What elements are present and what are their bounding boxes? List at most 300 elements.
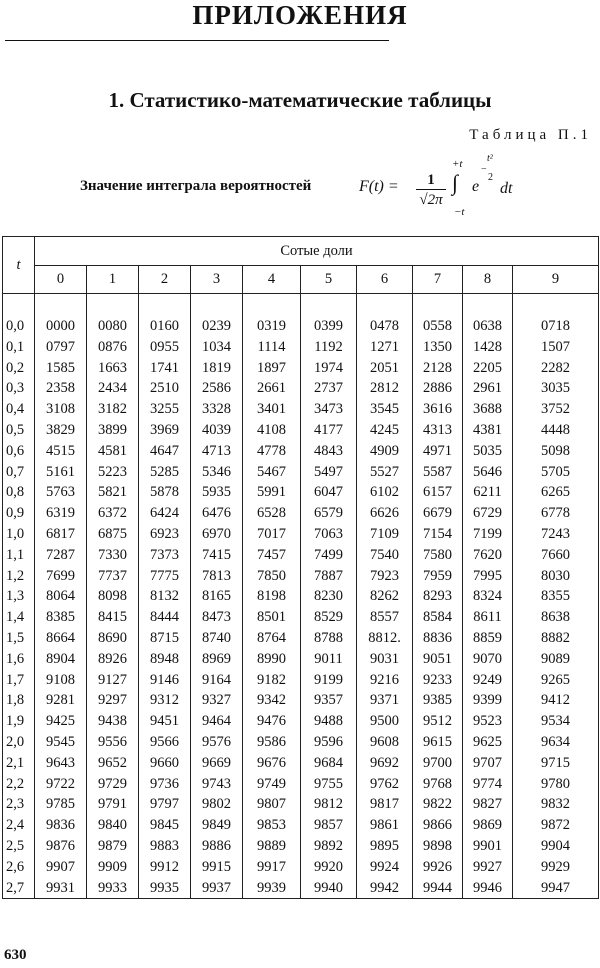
t-value-cell: 2,5 <box>3 836 35 857</box>
section-title: 1. Статистико-математические таблицы <box>108 88 492 112</box>
table-cell: 9700 <box>413 753 463 774</box>
table-cell: 7243 <box>513 524 599 545</box>
t-value-cell: 1,9 <box>3 711 35 732</box>
table-cell: 5035 <box>463 441 513 462</box>
table-cell: 9281 <box>35 690 87 711</box>
table-row <box>3 566 599 587</box>
table-cell: 8638 <box>513 607 599 628</box>
table-cell: 9357 <box>301 690 357 711</box>
table-cell: 9011 <box>301 649 357 670</box>
spacer-cell <box>243 294 301 317</box>
column-header: 3 <box>191 266 243 294</box>
table-cell: 8529 <box>301 607 357 628</box>
table-body <box>3 316 599 899</box>
table-cell: 7109 <box>357 524 413 545</box>
table-row <box>3 524 599 545</box>
spacer-cell <box>463 294 513 317</box>
table-cell: 8415 <box>87 607 139 628</box>
table-cell: 6875 <box>87 524 139 545</box>
table-cell: 9643 <box>35 753 87 774</box>
t-value-cell: 2,2 <box>3 774 35 795</box>
table-cell: 3969 <box>139 420 191 441</box>
table-cell: 9488 <box>301 711 357 732</box>
table-cell: 9942 <box>357 878 413 899</box>
table-cell: 9608 <box>357 732 413 753</box>
table-cell: 7330 <box>87 545 139 566</box>
t-value-cell: 2,6 <box>3 857 35 878</box>
table-cell: 0160 <box>139 316 191 337</box>
spacer-cell <box>191 294 243 317</box>
table-cell: 3545 <box>357 399 413 420</box>
table-row <box>3 462 599 483</box>
table-row <box>3 378 599 399</box>
table-cell: 9937 <box>191 878 243 899</box>
table-cell: 8501 <box>243 607 301 628</box>
table-cell: 6679 <box>413 503 463 524</box>
table-cell: 9780 <box>513 774 599 795</box>
table-cell: 6047 <box>301 482 357 503</box>
table-cell: 2586 <box>191 378 243 399</box>
table-cell: 9883 <box>139 836 191 857</box>
table-cell: 9464 <box>191 711 243 732</box>
table-cell: 3328 <box>191 399 243 420</box>
spacer-cell <box>139 294 191 317</box>
table-cell: 8098 <box>87 586 139 607</box>
table-cell: 9476 <box>243 711 301 732</box>
table-cell: 0319 <box>243 316 301 337</box>
table-cell: 7850 <box>243 566 301 587</box>
table-cell: 9912 <box>139 857 191 878</box>
table-cell: 9802 <box>191 794 243 815</box>
table-cell: 9534 <box>513 711 599 732</box>
table-row <box>3 586 599 607</box>
table-row <box>3 399 599 420</box>
column-header-row <box>3 266 599 294</box>
table-cell: 7660 <box>513 545 599 566</box>
table-cell: 3035 <box>513 378 599 399</box>
table-cell: 4778 <box>243 441 301 462</box>
table-cell: 3616 <box>413 399 463 420</box>
table-cell: 9933 <box>87 878 139 899</box>
table-cell: 6476 <box>191 503 243 524</box>
table-cell: 8262 <box>357 586 413 607</box>
t-value-cell: 1,2 <box>3 566 35 587</box>
table-cell: 2661 <box>243 378 301 399</box>
table-cell: 9669 <box>191 753 243 774</box>
table-cell: 8444 <box>139 607 191 628</box>
table-cell: 9898 <box>413 836 463 857</box>
table-cell: 3829 <box>35 420 87 441</box>
table-row <box>3 337 599 358</box>
table-cell: 9797 <box>139 794 191 815</box>
table-cell: 9545 <box>35 732 87 753</box>
table-cell: 6265 <box>513 482 599 503</box>
table-cell: 1974 <box>301 358 357 379</box>
exponent-denominator: 2 <box>488 172 493 183</box>
table-cell: 9927 <box>463 857 513 878</box>
table-cell: 2128 <box>413 358 463 379</box>
table-cell: 7580 <box>413 545 463 566</box>
t-value-cell: 1,4 <box>3 607 35 628</box>
table-cell: 9108 <box>35 670 87 691</box>
table-cell: 9249 <box>463 670 513 691</box>
table-row <box>3 482 599 503</box>
column-header: 2 <box>139 266 191 294</box>
table-cell: 9832 <box>513 794 599 815</box>
table-cell: 4177 <box>301 420 357 441</box>
table-cell: 9729 <box>87 774 139 795</box>
t-value-cell: 1,8 <box>3 690 35 711</box>
table-cell: 9822 <box>413 794 463 815</box>
table-cell: 2812 <box>357 378 413 399</box>
table-cell: 7017 <box>243 524 301 545</box>
formula-lhs: F(t) = <box>359 178 399 195</box>
spacer-row <box>3 294 599 317</box>
t-value-cell: 2,4 <box>3 815 35 836</box>
table-cell: 5705 <box>513 462 599 483</box>
t-value-cell: 1,1 <box>3 545 35 566</box>
column-header: 7 <box>413 266 463 294</box>
table-row <box>3 607 599 628</box>
table-cell: 8355 <box>513 586 599 607</box>
table-cell: 4381 <box>463 420 513 441</box>
table-row <box>3 836 599 857</box>
table-cell: 9845 <box>139 815 191 836</box>
table-cell: 6626 <box>357 503 413 524</box>
table-cell: 4909 <box>357 441 413 462</box>
spacer-cell <box>301 294 357 317</box>
table-row <box>3 878 599 899</box>
table-cell: 9944 <box>413 878 463 899</box>
table-cell: 9399 <box>463 690 513 711</box>
table-cell: 7287 <box>35 545 87 566</box>
table-cell: 7959 <box>413 566 463 587</box>
table-row <box>3 711 599 732</box>
table-cell: 9931 <box>35 878 87 899</box>
table-cell: 9940 <box>301 878 357 899</box>
table-cell: 0000 <box>35 316 87 337</box>
table-cell: 9924 <box>357 857 413 878</box>
table-cell: 9556 <box>87 732 139 753</box>
table-cell: 9327 <box>191 690 243 711</box>
table-cell: 4313 <box>413 420 463 441</box>
table-row <box>3 545 599 566</box>
table-cell: 9872 <box>513 815 599 836</box>
table-cell: 2510 <box>139 378 191 399</box>
table-cell: 9889 <box>243 836 301 857</box>
table-cell: 9785 <box>35 794 87 815</box>
differential: dt <box>500 180 513 197</box>
table-cell: 7154 <box>413 524 463 545</box>
table-cell: 9722 <box>35 774 87 795</box>
table-row <box>3 628 599 649</box>
formula-label: Значение интеграла вероятностей <box>80 178 312 194</box>
integral-lower-limit: −t <box>454 206 465 218</box>
table-cell: 9904 <box>513 836 599 857</box>
table-cell: 7540 <box>357 545 413 566</box>
table-cell: 9736 <box>139 774 191 795</box>
table-cell: 4971 <box>413 441 463 462</box>
table-cell: 9907 <box>35 857 87 878</box>
table-cell: 8611 <box>463 607 513 628</box>
table-cell: 9879 <box>87 836 139 857</box>
table-cell: 3108 <box>35 399 87 420</box>
table-cell: 5285 <box>139 462 191 483</box>
t-column-header: t <box>3 237 35 294</box>
table-cell: 7813 <box>191 566 243 587</box>
table-cell: 9127 <box>87 670 139 691</box>
spacer-cell <box>413 294 463 317</box>
table-cell: 9438 <box>87 711 139 732</box>
table-cell: 7063 <box>301 524 357 545</box>
table-cell: 9762 <box>357 774 413 795</box>
table-cell: 1663 <box>87 358 139 379</box>
table-cell: 5497 <box>301 462 357 483</box>
table-row <box>3 649 599 670</box>
table-cell: 5467 <box>243 462 301 483</box>
table-cell: 1271 <box>357 337 413 358</box>
spacer-cell <box>513 294 599 317</box>
table-cell: 8198 <box>243 586 301 607</box>
table-cell: 7737 <box>87 566 139 587</box>
table-cell: 8584 <box>413 607 463 628</box>
spacer-cell <box>35 294 87 317</box>
table-cell: 9297 <box>87 690 139 711</box>
t-value-cell: 0,2 <box>3 358 35 379</box>
table-cell: 8715 <box>139 628 191 649</box>
table-cell: 9371 <box>357 690 413 711</box>
group-header: Сотые доли <box>35 237 599 266</box>
table-row <box>3 774 599 795</box>
chapter-title: ПРИЛОЖЕНИЯ <box>192 0 408 30</box>
table-cell: 8788 <box>301 628 357 649</box>
t-value-cell: 0,7 <box>3 462 35 483</box>
table-cell: 9749 <box>243 774 301 795</box>
table-cell: 9909 <box>87 857 139 878</box>
table-cell: 8948 <box>139 649 191 670</box>
table-cell: 0558 <box>413 316 463 337</box>
table-cell: 3401 <box>243 399 301 420</box>
table-cell: 4448 <box>513 420 599 441</box>
table-cell: 9929 <box>513 857 599 878</box>
table-cell: 5821 <box>87 482 139 503</box>
table-cell: 9743 <box>191 774 243 795</box>
column-header: 8 <box>463 266 513 294</box>
table-cell: 7499 <box>301 545 357 566</box>
table-cell: 7620 <box>463 545 513 566</box>
table-cell: 9425 <box>35 711 87 732</box>
table-cell: 9926 <box>413 857 463 878</box>
table-cell: 9146 <box>139 670 191 691</box>
exponent-numerator: t² <box>487 153 493 164</box>
table-cell: 9946 <box>463 878 513 899</box>
table-row <box>3 316 599 337</box>
table-cell: 9901 <box>463 836 513 857</box>
table-cell: 9692 <box>357 753 413 774</box>
table-cell: 6817 <box>35 524 87 545</box>
table-cell: 9920 <box>301 857 357 878</box>
table-cell: 4843 <box>301 441 357 462</box>
table-cell: 8557 <box>357 607 413 628</box>
table-cell: 8882 <box>513 628 599 649</box>
table-cell: 9840 <box>87 815 139 836</box>
exponent-minus: − <box>481 164 487 175</box>
table-cell: 9512 <box>413 711 463 732</box>
table-cell: 2737 <box>301 378 357 399</box>
t-value-cell: 0,8 <box>3 482 35 503</box>
table-cell: 7887 <box>301 566 357 587</box>
table-cell: 9385 <box>413 690 463 711</box>
table-cell: 9089 <box>513 649 599 670</box>
table-cell: 8740 <box>191 628 243 649</box>
table-cell: 9500 <box>357 711 413 732</box>
t-value-cell: 0,3 <box>3 378 35 399</box>
table-cell: 8664 <box>35 628 87 649</box>
table-cell: 9915 <box>191 857 243 878</box>
table-cell: 9312 <box>139 690 191 711</box>
table-cell: 6424 <box>139 503 191 524</box>
integral-upper-limit: +t <box>452 158 463 170</box>
table-cell: 9615 <box>413 732 463 753</box>
table-cell: 8324 <box>463 586 513 607</box>
table-cell: 1741 <box>139 358 191 379</box>
table-cell: 6528 <box>243 503 301 524</box>
table-cell: 5991 <box>243 482 301 503</box>
table-cell: 9342 <box>243 690 301 711</box>
spacer-cell <box>87 294 139 317</box>
table-cell: 9892 <box>301 836 357 857</box>
table-cell: 9707 <box>463 753 513 774</box>
table-cell: 5527 <box>357 462 413 483</box>
column-header: 5 <box>301 266 357 294</box>
table-cell: 0876 <box>87 337 139 358</box>
table-cell: 6729 <box>463 503 513 524</box>
table-cell: 9947 <box>513 878 599 899</box>
table-cell: 5346 <box>191 462 243 483</box>
table-cell: 9755 <box>301 774 357 795</box>
table-cell: 5878 <box>139 482 191 503</box>
table-cell: 9216 <box>357 670 413 691</box>
table-cell: 9857 <box>301 815 357 836</box>
table-cell: 6579 <box>301 503 357 524</box>
integral-sign: ∫ <box>452 170 459 195</box>
table-cell: 2205 <box>463 358 513 379</box>
table-cell: 3752 <box>513 399 599 420</box>
table-cell: 9876 <box>35 836 87 857</box>
table-cell: 5161 <box>35 462 87 483</box>
table-cell: 8230 <box>301 586 357 607</box>
title-rule <box>5 40 389 41</box>
table-cell: 1428 <box>463 337 513 358</box>
table-cell: 5763 <box>35 482 87 503</box>
spacer-cell <box>3 294 35 317</box>
t-value-cell: 1,0 <box>3 524 35 545</box>
table-cell: 6372 <box>87 503 139 524</box>
table-cell: 8132 <box>139 586 191 607</box>
table-cell: 1350 <box>413 337 463 358</box>
table-row <box>3 670 599 691</box>
table-cell: 2358 <box>35 378 87 399</box>
table-cell: 8473 <box>191 607 243 628</box>
table-cell: 5646 <box>463 462 513 483</box>
table-cell: 7199 <box>463 524 513 545</box>
t-value-cell: 0,6 <box>3 441 35 462</box>
table-cell: 4515 <box>35 441 87 462</box>
table-cell: 6102 <box>357 482 413 503</box>
table-cell: 8904 <box>35 649 87 670</box>
table-cell: 9412 <box>513 690 599 711</box>
table-cell: 9164 <box>191 670 243 691</box>
table-cell: 6970 <box>191 524 243 545</box>
column-header: 9 <box>513 266 599 294</box>
table-cell: 0080 <box>87 316 139 337</box>
exponent-base: e <box>472 178 480 195</box>
table-cell: 3182 <box>87 399 139 420</box>
table-row <box>3 358 599 379</box>
table-cell: 6211 <box>463 482 513 503</box>
table-cell: 9886 <box>191 836 243 857</box>
table-cell: 9812 <box>301 794 357 815</box>
table-cell: 9849 <box>191 815 243 836</box>
table-cell: 8293 <box>413 586 463 607</box>
table-cell: 7775 <box>139 566 191 587</box>
table-cell: 8990 <box>243 649 301 670</box>
table-cell: 9586 <box>243 732 301 753</box>
table-cell: 9827 <box>463 794 513 815</box>
table-cell: 8030 <box>513 566 599 587</box>
table-cell: 9939 <box>243 878 301 899</box>
table-cell: 2434 <box>87 378 139 399</box>
t-value-cell: 1,7 <box>3 670 35 691</box>
t-value-cell: 1,6 <box>3 649 35 670</box>
column-header: 1 <box>87 266 139 294</box>
table-cell: 7373 <box>139 545 191 566</box>
table-cell: 9031 <box>357 649 413 670</box>
table-cell: 1034 <box>191 337 243 358</box>
spacer-cell <box>357 294 413 317</box>
table-cell: 4108 <box>243 420 301 441</box>
table-cell: 5098 <box>513 441 599 462</box>
t-value-cell: 1,3 <box>3 586 35 607</box>
table-cell: 0718 <box>513 316 599 337</box>
table-cell: 9807 <box>243 794 301 815</box>
table-cell: 9523 <box>463 711 513 732</box>
table-cell: 9051 <box>413 649 463 670</box>
t-value-cell: 0,9 <box>3 503 35 524</box>
fraction-denominator: √2π <box>419 192 443 208</box>
column-header: 4 <box>243 266 301 294</box>
t-value-cell: 0,4 <box>3 399 35 420</box>
table-cell: 8165 <box>191 586 243 607</box>
table-cell: 9625 <box>463 732 513 753</box>
table-cell: 9861 <box>357 815 413 836</box>
table-cell: 9199 <box>301 670 357 691</box>
table-cell: 1897 <box>243 358 301 379</box>
table-cell: 9596 <box>301 732 357 753</box>
table-cell: 8836 <box>413 628 463 649</box>
table-cell: 9774 <box>463 774 513 795</box>
probability-integral-table <box>2 236 599 899</box>
table-cell: 8064 <box>35 586 87 607</box>
table-cell: 0638 <box>463 316 513 337</box>
table-cell: 9836 <box>35 815 87 836</box>
table-cell: 3899 <box>87 420 139 441</box>
table-cell: 9866 <box>413 815 463 836</box>
table-cell: 6319 <box>35 503 87 524</box>
table-row <box>3 857 599 878</box>
table-cell: 8764 <box>243 628 301 649</box>
table-cell: 1585 <box>35 358 87 379</box>
